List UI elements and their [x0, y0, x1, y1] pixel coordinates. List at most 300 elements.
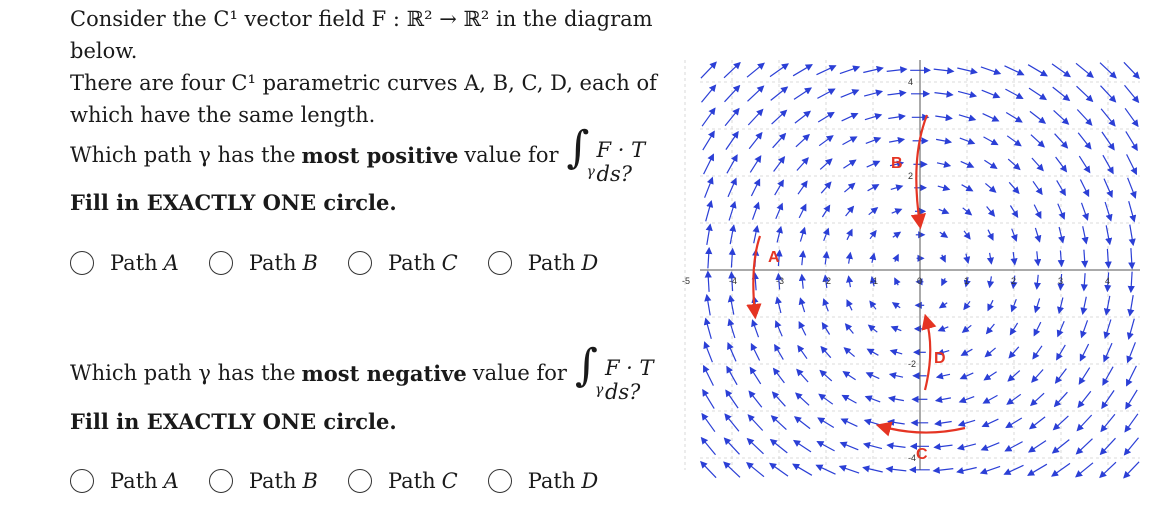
q2-option-b[interactable] — [209, 469, 318, 493]
field-arrow — [1032, 370, 1043, 383]
field-arrow — [1034, 205, 1041, 218]
field-arrow — [983, 419, 999, 426]
field-arrow — [937, 163, 950, 166]
field-arrow — [869, 208, 878, 215]
field-arrow — [1028, 464, 1047, 475]
field-arrow — [802, 275, 803, 289]
field-arrow — [798, 346, 807, 359]
field-arrow — [724, 63, 740, 78]
intro-text — [70, 3, 670, 131]
field-arrow — [821, 182, 831, 193]
field-arrow — [800, 298, 804, 312]
field-arrow — [963, 208, 972, 215]
field-arrow — [1031, 135, 1044, 147]
y-tick-label: -2 — [908, 359, 917, 369]
field-arrow — [1032, 158, 1043, 171]
field-arrow — [1126, 131, 1137, 150]
field-arrow — [868, 185, 879, 191]
field-arrow — [870, 231, 876, 239]
field-arrow — [1037, 251, 1038, 265]
field-arrow — [730, 296, 734, 315]
field-arrow — [754, 226, 758, 243]
field-arrow — [842, 114, 858, 121]
field-arrow — [936, 139, 951, 142]
field-arrow — [748, 439, 764, 454]
field-arrow — [795, 417, 810, 429]
field-arrow — [1130, 295, 1133, 315]
q1-integral — [567, 120, 667, 190]
field-arrow — [893, 232, 900, 237]
radio-circle-icon[interactable] — [348, 251, 372, 275]
field-arrow — [893, 303, 900, 308]
field-arrow — [701, 462, 716, 478]
field-arrow — [1083, 226, 1087, 243]
field-arrow — [702, 85, 716, 102]
field-arrow — [1124, 462, 1139, 478]
curve-c — [880, 426, 965, 433]
q1-suffix: value for — [464, 143, 559, 167]
field-arrow — [840, 67, 859, 74]
field-arrow — [702, 414, 715, 432]
q2-options — [70, 469, 628, 493]
option-letter: D — [581, 469, 599, 493]
q2-integral — [575, 338, 675, 408]
field-arrow — [1104, 343, 1112, 361]
field-arrow — [799, 322, 806, 335]
field-arrow — [849, 253, 851, 264]
field-arrow — [888, 116, 904, 119]
field-arrow — [794, 441, 811, 452]
option-label: Path — [387, 251, 436, 275]
field-arrow — [796, 135, 809, 147]
option-letter: B — [302, 469, 318, 493]
x-tick-label: -3 — [776, 276, 785, 286]
field-arrow — [984, 395, 998, 403]
field-arrow — [727, 367, 737, 385]
field-arrow — [1130, 225, 1133, 245]
intro-line-1: Consider the C¹ vector field F : ℝ² → ℝ² in the diagram below. — [70, 7, 653, 63]
field-arrow — [844, 348, 854, 357]
field-arrow — [802, 251, 803, 265]
field-arrow — [747, 63, 764, 77]
option-letter: C — [441, 469, 458, 493]
field-arrow — [793, 65, 812, 76]
field-arrow — [1128, 178, 1136, 198]
field-arrow — [843, 395, 857, 403]
field-arrow — [1084, 250, 1085, 267]
option-label: Path — [248, 469, 297, 493]
field-arrow — [748, 110, 762, 126]
field-arrow — [1013, 252, 1015, 264]
field-arrow — [988, 230, 993, 240]
field-arrow — [777, 298, 781, 314]
field-arrow — [800, 228, 804, 242]
q1-prefix: Which path γ has the — [70, 143, 296, 167]
q1-options — [70, 251, 628, 275]
field-arrow — [770, 463, 788, 476]
field-arrow — [942, 255, 945, 262]
field-arrow — [747, 463, 764, 477]
option-label: Path — [527, 251, 576, 275]
q1-option-b[interactable] — [209, 251, 318, 275]
field-arrow — [1031, 393, 1044, 405]
field-arrow — [872, 254, 874, 263]
q1-bold: most positive — [301, 142, 459, 168]
q1-option-c[interactable] — [348, 251, 458, 275]
q2-option-c[interactable] — [348, 469, 458, 493]
field-arrow — [984, 137, 998, 145]
field-arrow — [935, 93, 953, 95]
field-arrow — [1060, 251, 1061, 267]
field-arrow — [1080, 344, 1088, 361]
curve-a — [753, 236, 760, 315]
field-arrow — [1079, 156, 1089, 172]
field-arrow — [990, 276, 992, 287]
option-letter: A — [163, 251, 179, 275]
field-arrow — [887, 469, 907, 471]
field-arrow — [749, 391, 762, 407]
field-arrow — [1129, 319, 1135, 339]
field-arrow — [1083, 297, 1087, 314]
field-arrow — [776, 321, 782, 336]
field-arrow — [1105, 320, 1111, 339]
field-arrow — [1078, 391, 1091, 407]
field-arrow — [750, 156, 760, 172]
field-arrow — [1057, 345, 1066, 360]
field-arrow — [983, 114, 999, 121]
field-arrow — [1009, 182, 1019, 193]
field-arrow — [726, 390, 738, 408]
field-arrow — [1101, 86, 1116, 102]
field-arrow — [707, 295, 710, 315]
field-arrow — [755, 273, 756, 290]
field-arrow — [703, 390, 714, 409]
field-arrow — [940, 303, 947, 308]
field-arrow — [1005, 465, 1024, 474]
vector-field-plot — [682, 60, 1140, 470]
field-arrow — [1106, 296, 1110, 315]
field-arrow — [1100, 63, 1116, 78]
field-arrow — [1079, 368, 1089, 384]
field-arrow — [891, 351, 902, 354]
field-arrow — [817, 465, 836, 474]
field-arrow — [985, 348, 995, 357]
field-arrow — [708, 248, 709, 268]
field-arrow — [841, 90, 859, 97]
field-arrow — [1080, 180, 1088, 197]
radio-circle-icon[interactable] — [70, 469, 94, 493]
q1-option-d[interactable] — [488, 251, 599, 275]
field-arrow — [1129, 201, 1135, 221]
field-arrow — [750, 368, 760, 384]
y-tick-label: 2 — [908, 171, 914, 181]
field-arrow — [797, 158, 808, 171]
field-arrow — [796, 393, 809, 405]
field-arrow — [889, 139, 904, 142]
field-arrow — [1101, 109, 1115, 126]
x-tick-label: 3 — [1058, 276, 1064, 286]
field-arrow — [703, 131, 714, 150]
field-arrow — [1102, 390, 1114, 408]
field-arrow — [705, 178, 713, 198]
field-arrow — [1077, 415, 1091, 431]
field-arrow — [1033, 181, 1042, 194]
x-tick-label: 2 — [1011, 276, 1017, 286]
q2-suffix: value for — [472, 361, 567, 385]
q1-option-a[interactable] — [70, 251, 179, 275]
integral-sign-icon: ∫ — [566, 122, 590, 173]
q1-integral-expr: F · T ds? — [596, 138, 646, 186]
field-arrow — [1034, 322, 1041, 335]
q2-integral-sub: γ — [594, 382, 604, 398]
plot-axes — [682, 60, 1140, 470]
field-arrow — [888, 422, 904, 425]
curves — [753, 115, 965, 433]
option-label: Path — [110, 469, 158, 493]
label-b: B — [891, 155, 903, 172]
field-arrow — [984, 372, 996, 380]
option-label: Path — [387, 469, 436, 493]
field-arrow — [846, 207, 854, 217]
field-arrow — [725, 109, 739, 126]
field-arrow — [701, 62, 716, 78]
field-arrow — [962, 185, 973, 191]
option-letter: C — [441, 251, 458, 275]
field-arrow — [1127, 154, 1137, 174]
x-tick-label: -5 — [682, 276, 691, 286]
label-d: D — [934, 350, 946, 367]
option-label: Path — [527, 469, 576, 493]
field-arrow — [702, 108, 715, 126]
field-arrow — [849, 276, 851, 287]
field-arrow — [842, 419, 858, 426]
field-arrow — [706, 319, 712, 339]
field-arrow — [1084, 273, 1085, 290]
x-tick-label: 1 — [964, 276, 970, 286]
field-arrow — [751, 180, 759, 197]
field-arrow — [935, 445, 953, 447]
y-tick-label: 4 — [908, 77, 914, 87]
field-arrow — [982, 443, 1000, 450]
field-arrow — [895, 255, 898, 262]
field-arrow — [708, 272, 709, 292]
field-arrow — [843, 137, 857, 145]
field-arrow — [706, 201, 712, 221]
q2-bold: most negative — [301, 360, 467, 386]
field-arrow — [984, 160, 996, 168]
field-arrow — [981, 466, 1000, 473]
q2-integral-expr: F · T ds? — [604, 356, 654, 404]
radio-circle-icon[interactable] — [209, 251, 233, 275]
intro-line-2: There are four C¹ parametric curves A, B, C, D, each of — [70, 71, 657, 95]
field-arrow — [748, 86, 764, 101]
field-arrow — [1131, 248, 1132, 268]
field-arrow — [1078, 133, 1091, 149]
q2-option-a[interactable] — [70, 469, 179, 493]
field-arrow — [843, 160, 855, 168]
field-arrow — [935, 422, 951, 425]
radio-circle-icon[interactable] — [70, 251, 94, 275]
field-arrow — [888, 445, 906, 447]
q2-instruction: Fill in EXACTLY ONE circle. — [70, 409, 397, 434]
field-arrow — [895, 278, 898, 285]
field-arrow — [820, 159, 832, 169]
field-arrow — [934, 69, 954, 71]
option-label: Path — [110, 251, 158, 275]
field-arrow — [985, 183, 995, 192]
field-arrow — [966, 254, 968, 263]
field-arrow — [1035, 298, 1039, 312]
field-arrow — [1077, 110, 1091, 126]
field-arrow — [892, 327, 902, 331]
field-arrow — [1052, 463, 1070, 476]
field-arrow — [988, 300, 993, 310]
field-arrow — [1005, 442, 1022, 451]
option-letter: A — [163, 469, 179, 493]
field-arrow — [841, 443, 859, 450]
field-arrow — [844, 183, 854, 192]
radio-circle-icon[interactable] — [488, 251, 512, 275]
field-arrow — [890, 374, 903, 377]
field-arrow — [1126, 390, 1137, 409]
field-arrow — [798, 181, 807, 194]
field-arrow — [939, 327, 949, 331]
field-arrow — [704, 154, 714, 174]
field-arrow — [935, 116, 951, 119]
field-arrow — [847, 300, 852, 310]
field-arrow — [1059, 298, 1063, 314]
field-arrow — [1128, 342, 1136, 362]
field-arrow — [1131, 272, 1132, 292]
option-letter: D — [581, 251, 599, 275]
question-1 — [70, 120, 667, 190]
x-tick-label: -1 — [870, 276, 879, 286]
field-arrow — [1103, 367, 1113, 385]
field-arrow — [1107, 249, 1108, 268]
field-arrow — [840, 466, 859, 473]
field-arrow — [1010, 206, 1017, 218]
field-arrow — [937, 374, 950, 377]
q1-integral-sub: γ — [586, 164, 595, 180]
field-arrow — [981, 67, 1000, 74]
radio-circle-icon[interactable] — [209, 469, 233, 493]
field-arrow — [725, 86, 740, 102]
field-arrow — [936, 398, 951, 401]
field-arrow — [1082, 320, 1088, 337]
field-arrow — [847, 230, 852, 240]
field-arrow — [987, 324, 995, 334]
field-arrow — [775, 345, 784, 360]
field-arrow — [1125, 438, 1139, 455]
radio-circle-icon[interactable] — [348, 469, 372, 493]
field-arrow — [939, 209, 949, 213]
field-arrow — [1037, 275, 1038, 289]
field-arrow — [1127, 366, 1137, 386]
field-arrow — [1035, 228, 1039, 242]
field-arrow — [843, 372, 855, 380]
field-arrow — [799, 205, 806, 218]
field-arrow — [1125, 85, 1139, 102]
field-arrow — [1077, 86, 1093, 101]
field-arrow — [940, 232, 947, 237]
field-arrow — [1058, 321, 1064, 336]
field-arrow — [817, 442, 834, 451]
field-arrow — [707, 225, 710, 245]
field-arrow — [793, 464, 812, 475]
label-c: C — [916, 446, 928, 463]
field-arrow — [753, 203, 759, 220]
field-arrow — [702, 438, 716, 455]
field-arrow — [729, 320, 735, 339]
field-arrow — [825, 252, 827, 264]
q2-option-d[interactable] — [488, 469, 599, 493]
integral-sign-icon: ∫ — [574, 340, 598, 391]
field-arrow — [964, 231, 970, 239]
field-arrow — [749, 133, 762, 149]
field-arrow — [990, 253, 992, 264]
field-arrow — [731, 249, 732, 268]
field-arrow — [891, 186, 902, 189]
field-arrow — [705, 342, 713, 362]
field-arrow — [1125, 414, 1138, 432]
x-tick-label: 0 — [917, 276, 923, 286]
x-tick-label: 4 — [1105, 276, 1111, 286]
field-arrow — [1028, 65, 1047, 76]
field-arrow — [942, 278, 945, 285]
field-arrow — [822, 206, 829, 218]
field-arrow — [1029, 441, 1046, 452]
radio-circle-icon[interactable] — [488, 469, 512, 493]
field-arrow — [888, 93, 906, 95]
option-label: Path — [248, 251, 297, 275]
field-arrow — [1125, 108, 1138, 126]
field-arrow — [889, 398, 904, 401]
field-arrow — [1076, 63, 1093, 77]
field-arrow — [704, 366, 714, 386]
field-arrow — [1077, 439, 1093, 454]
field-arrow — [795, 111, 810, 123]
q1-instruction: Fill in EXACTLY ONE circle. — [70, 190, 397, 215]
field-arrow — [1033, 346, 1042, 359]
q2-prefix: Which path γ has the — [70, 361, 296, 385]
field-arrow — [728, 343, 736, 361]
field-arrow — [794, 88, 811, 99]
x-tick-label: -4 — [729, 276, 738, 286]
field-arrow — [987, 207, 995, 217]
field-arrow — [1029, 88, 1046, 99]
question-2 — [70, 338, 675, 408]
field-arrow — [892, 209, 902, 213]
y-tick-label: -4 — [908, 453, 917, 463]
option-letter: B — [302, 251, 318, 275]
field-arrow — [1008, 159, 1020, 169]
field-arrow — [982, 90, 1000, 97]
field-arrow — [1076, 463, 1093, 477]
field-arrow — [1124, 62, 1139, 78]
field-arrow — [1082, 203, 1088, 220]
field-arrow — [751, 344, 759, 361]
field-arrow — [938, 186, 949, 189]
field-arrow — [797, 370, 808, 383]
curve-d — [925, 318, 930, 390]
field-arrow — [934, 469, 954, 471]
label-a: A — [768, 249, 780, 266]
field-arrow — [753, 320, 759, 337]
intro-line-3: which have the same length. — [70, 103, 376, 127]
field-arrow — [846, 324, 854, 334]
field-arrow — [748, 415, 762, 431]
curve-b — [916, 115, 927, 225]
